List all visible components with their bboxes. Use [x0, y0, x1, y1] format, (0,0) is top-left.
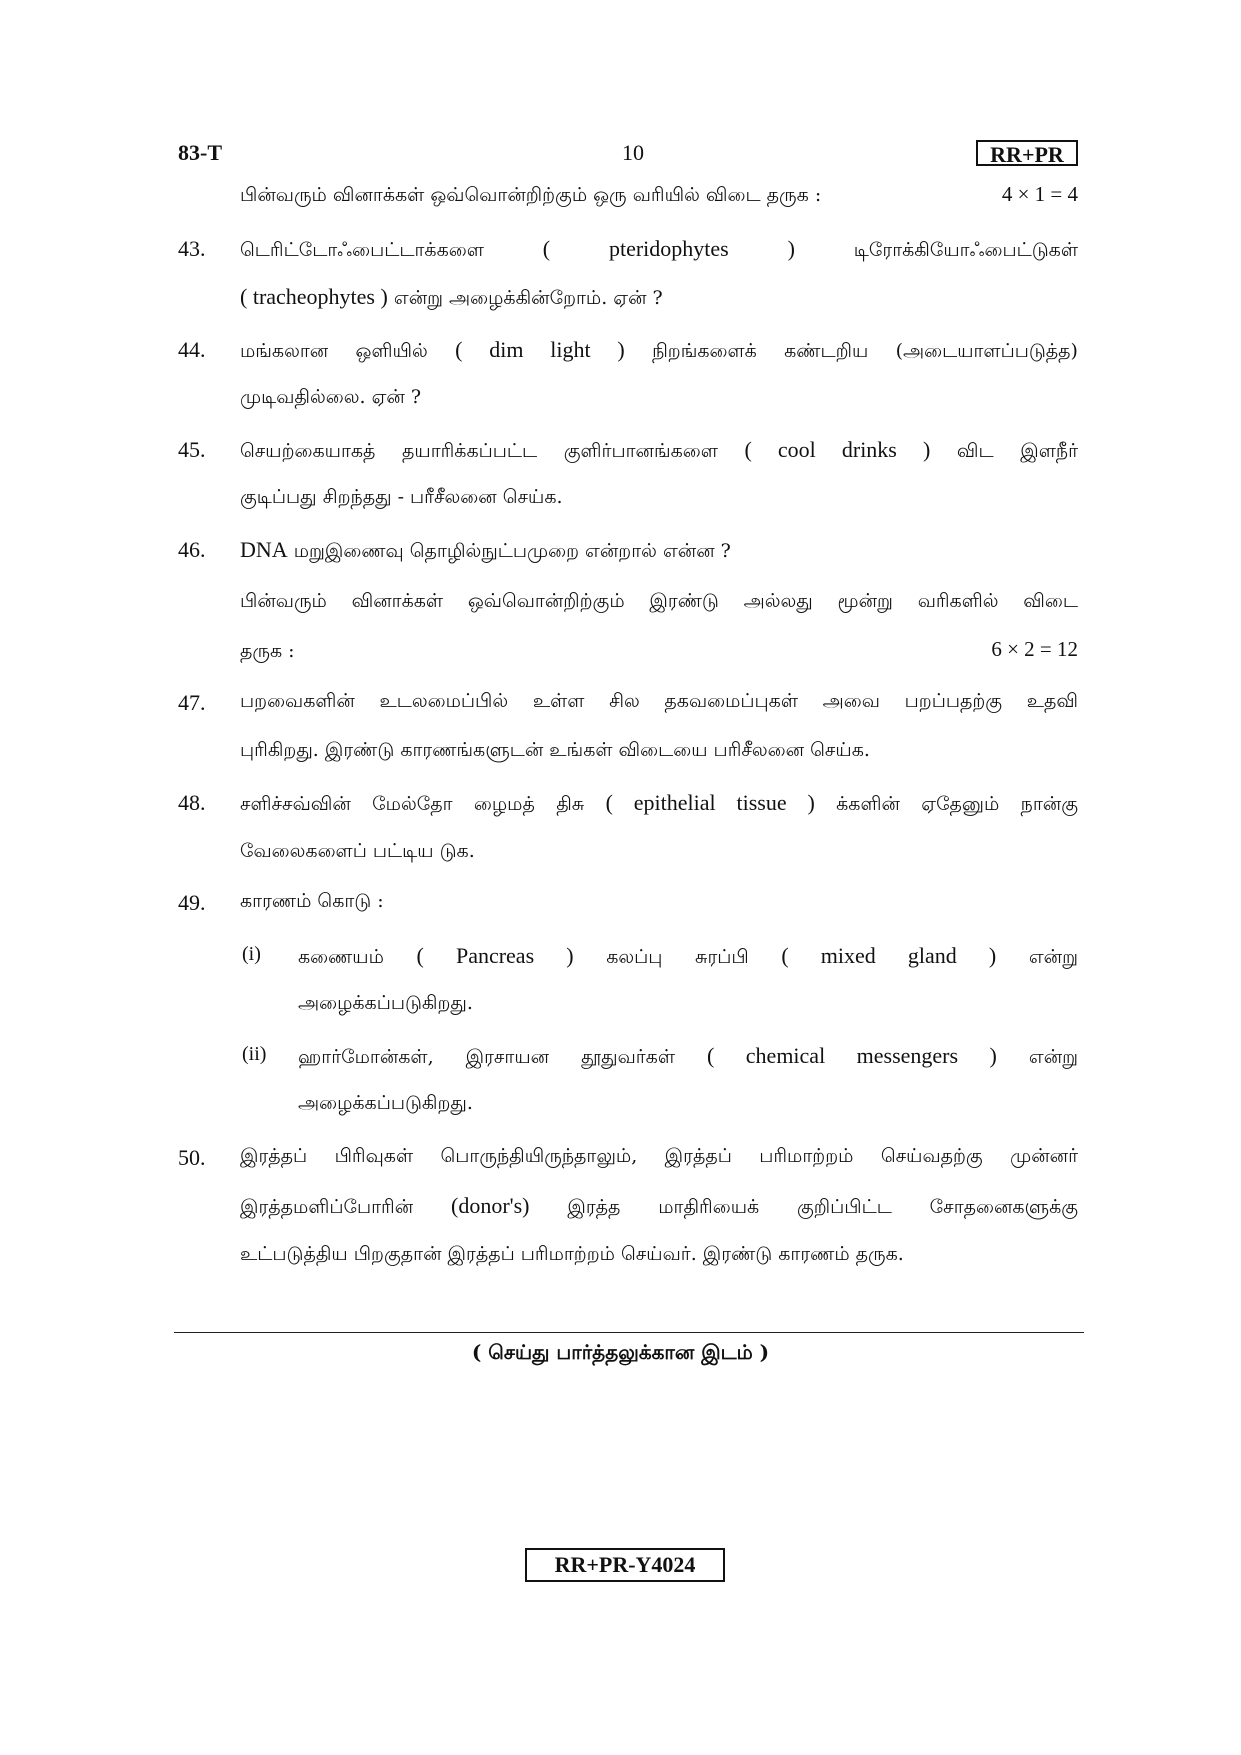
- q48-text-a: சளிச்சவ்வின் மேல்தோ ழைமத் திசு: [240, 793, 585, 815]
- q49-part-ii-line1: [298, 1043, 1078, 1071]
- section1-marks: 4 × 1 = 4: [1001, 182, 1078, 206]
- question-50-line1: இரத்தப் பிரிவுகள் பொருந்தியிருந்தாலும், இரத்தப் பரிமாற்றம் செய்வதற்கு முன்னர்: [240, 1145, 1078, 1167]
- question-number-47: 47.: [178, 690, 206, 715]
- question-50-line3: உட்படுத்திய பிறகுதான் இரத்தப் பரிமாற்றம் செய்வர். இரண்டு காரணம் தருக.: [240, 1243, 904, 1265]
- q50-text-a: இரத்தமளிப்போரின்: [240, 1196, 414, 1218]
- question-45-line1: [240, 437, 1078, 465]
- section1-instruction: பின்வரும் வினாக்கள் ஒவ்வொன்றிற்கும் ஒரு வரியில் விடை தருக :: [240, 184, 822, 206]
- question-46-line1: [240, 537, 1078, 565]
- q43-text-a: டெரிட்டோஃபைட்டாக்களை: [240, 239, 484, 261]
- question-43-line2: [240, 284, 1078, 312]
- rough-work-divider: [174, 1332, 1084, 1333]
- q43-paren-close: ): [787, 236, 795, 261]
- q45-term-cool-drinks: ( cool drinks ): [744, 437, 931, 462]
- q49-ii-term-chemical-messengers: ( chemical messengers ): [707, 1043, 997, 1068]
- question-47-line1: பறவைகளின் உடலமைப்பில் உள்ள சில தகவமைப்புகள் அவை பறப்பதற்கு உதவி: [240, 690, 1078, 712]
- question-number-48: 48.: [178, 790, 206, 815]
- q46-term-dna: DNA: [240, 537, 288, 562]
- series-box: RR+PR: [976, 140, 1078, 166]
- rough-work-label: ( செய்து பார்த்தலுக்கான இடம் ): [471, 1340, 770, 1364]
- section2-instruction-line2: தருக :: [240, 640, 295, 662]
- q49-ii-text-a: ஹார்மோன்கள், இரசாயன தூதுவர்கள்: [298, 1046, 675, 1068]
- question-50-line2: [240, 1193, 1078, 1221]
- section2-instruction-line1: பின்வரும் வினாக்கள் ஒவ்வொன்றிற்கும் இரண்டு அல்லது மூன்று வரிகளில் விடை: [240, 590, 1078, 612]
- q44-text-a: மங்கலான ஒளியில்: [240, 340, 428, 362]
- question-48-line2: வேலைகளைப் பட்டிய டுக.: [240, 840, 475, 862]
- q46-text: மறுஇணைவு தொழில்நுட்பமுறை என்றால் என்ன ?: [293, 540, 731, 562]
- q48-text-b: க்களின் ஏதேனும் நான்கு: [836, 793, 1078, 815]
- q49-part-i-line1: [298, 943, 1078, 971]
- question-49-text: காரணம் கொடு :: [240, 890, 384, 912]
- q45-text-a: செயற்கையாகத் தயாரிக்கப்பட்ட குளிர்பானங்களை: [240, 440, 718, 462]
- q43-text-b: டிரோக்கியோஃபைட்டுகள்: [853, 239, 1078, 261]
- q44-term-dim-light: ( dim light ): [455, 337, 625, 362]
- q45-text-b: விட இளநீர்: [956, 440, 1078, 462]
- q50-term-donors: (donor's): [451, 1193, 530, 1218]
- q43-paren-open: (: [542, 236, 551, 261]
- question-48-line1: [240, 790, 1078, 818]
- question-number-49: 49.: [178, 890, 206, 915]
- question-number-44: 44.: [178, 337, 206, 362]
- q49-i-text-a: கணையம்: [298, 946, 384, 968]
- q49-i-term-pancreas: ( Pancreas ): [416, 943, 574, 968]
- q49-ii-text-b: என்று: [1028, 1046, 1079, 1068]
- q48-term-epithelial-tissue: ( epithelial tissue ): [605, 790, 815, 815]
- question-number-50: 50.: [178, 1145, 206, 1170]
- q49-i-term-mixed-gland: ( mixed gland ): [781, 943, 997, 968]
- q49-i-text-c: என்று: [1028, 946, 1078, 968]
- section2-marks: 6 × 2 = 12: [991, 637, 1078, 661]
- q43-text-c: என்று அழைக்கின்றோம். ஏன் ?: [393, 287, 663, 309]
- q49-part-i-line2: அழைக்கப்படுகிறது.: [298, 992, 473, 1014]
- q49-part-ii-line2: அழைக்கப்படுகிறது.: [298, 1092, 473, 1114]
- q43-term-tracheophytes: ( tracheophytes ): [240, 284, 388, 309]
- question-44-line2: முடிவதில்லை. ஏன் ?: [240, 386, 422, 408]
- question-45-line2: குடிப்பது சிறந்தது - பரீசீலனை செய்க.: [240, 486, 563, 508]
- q49-part-ii-label: (ii): [242, 1043, 267, 1065]
- q50-text-b: இரத்த மாதிரியைக் குறிப்பிட்ட சோதனைகளுக்கு: [567, 1196, 1078, 1218]
- question-number-43: 43.: [178, 236, 206, 261]
- paper-code: 83-T: [178, 140, 222, 165]
- q49-part-i-label: (i): [242, 943, 261, 965]
- question-43-line1: [240, 236, 1078, 264]
- question-47-line2: புரிகிறது. இரண்டு காரணங்களுடன் உங்கள் விடையை பரிசீலனை செய்க.: [240, 739, 870, 761]
- page-number: 10: [622, 140, 644, 165]
- question-number-46: 46.: [178, 537, 206, 562]
- question-44-line1: [240, 337, 1078, 365]
- q43-term-pteridophytes: pteridophytes: [608, 236, 729, 261]
- q44-text-b: நிறங்களைக் கண்டறிய (அடையாளப்படுத்த): [652, 340, 1078, 362]
- question-number-45: 45.: [178, 437, 206, 462]
- footer-series-code: RR+PR-Y4024: [525, 1548, 725, 1582]
- q49-i-text-b: கலப்பு சுரப்பி: [606, 946, 749, 968]
